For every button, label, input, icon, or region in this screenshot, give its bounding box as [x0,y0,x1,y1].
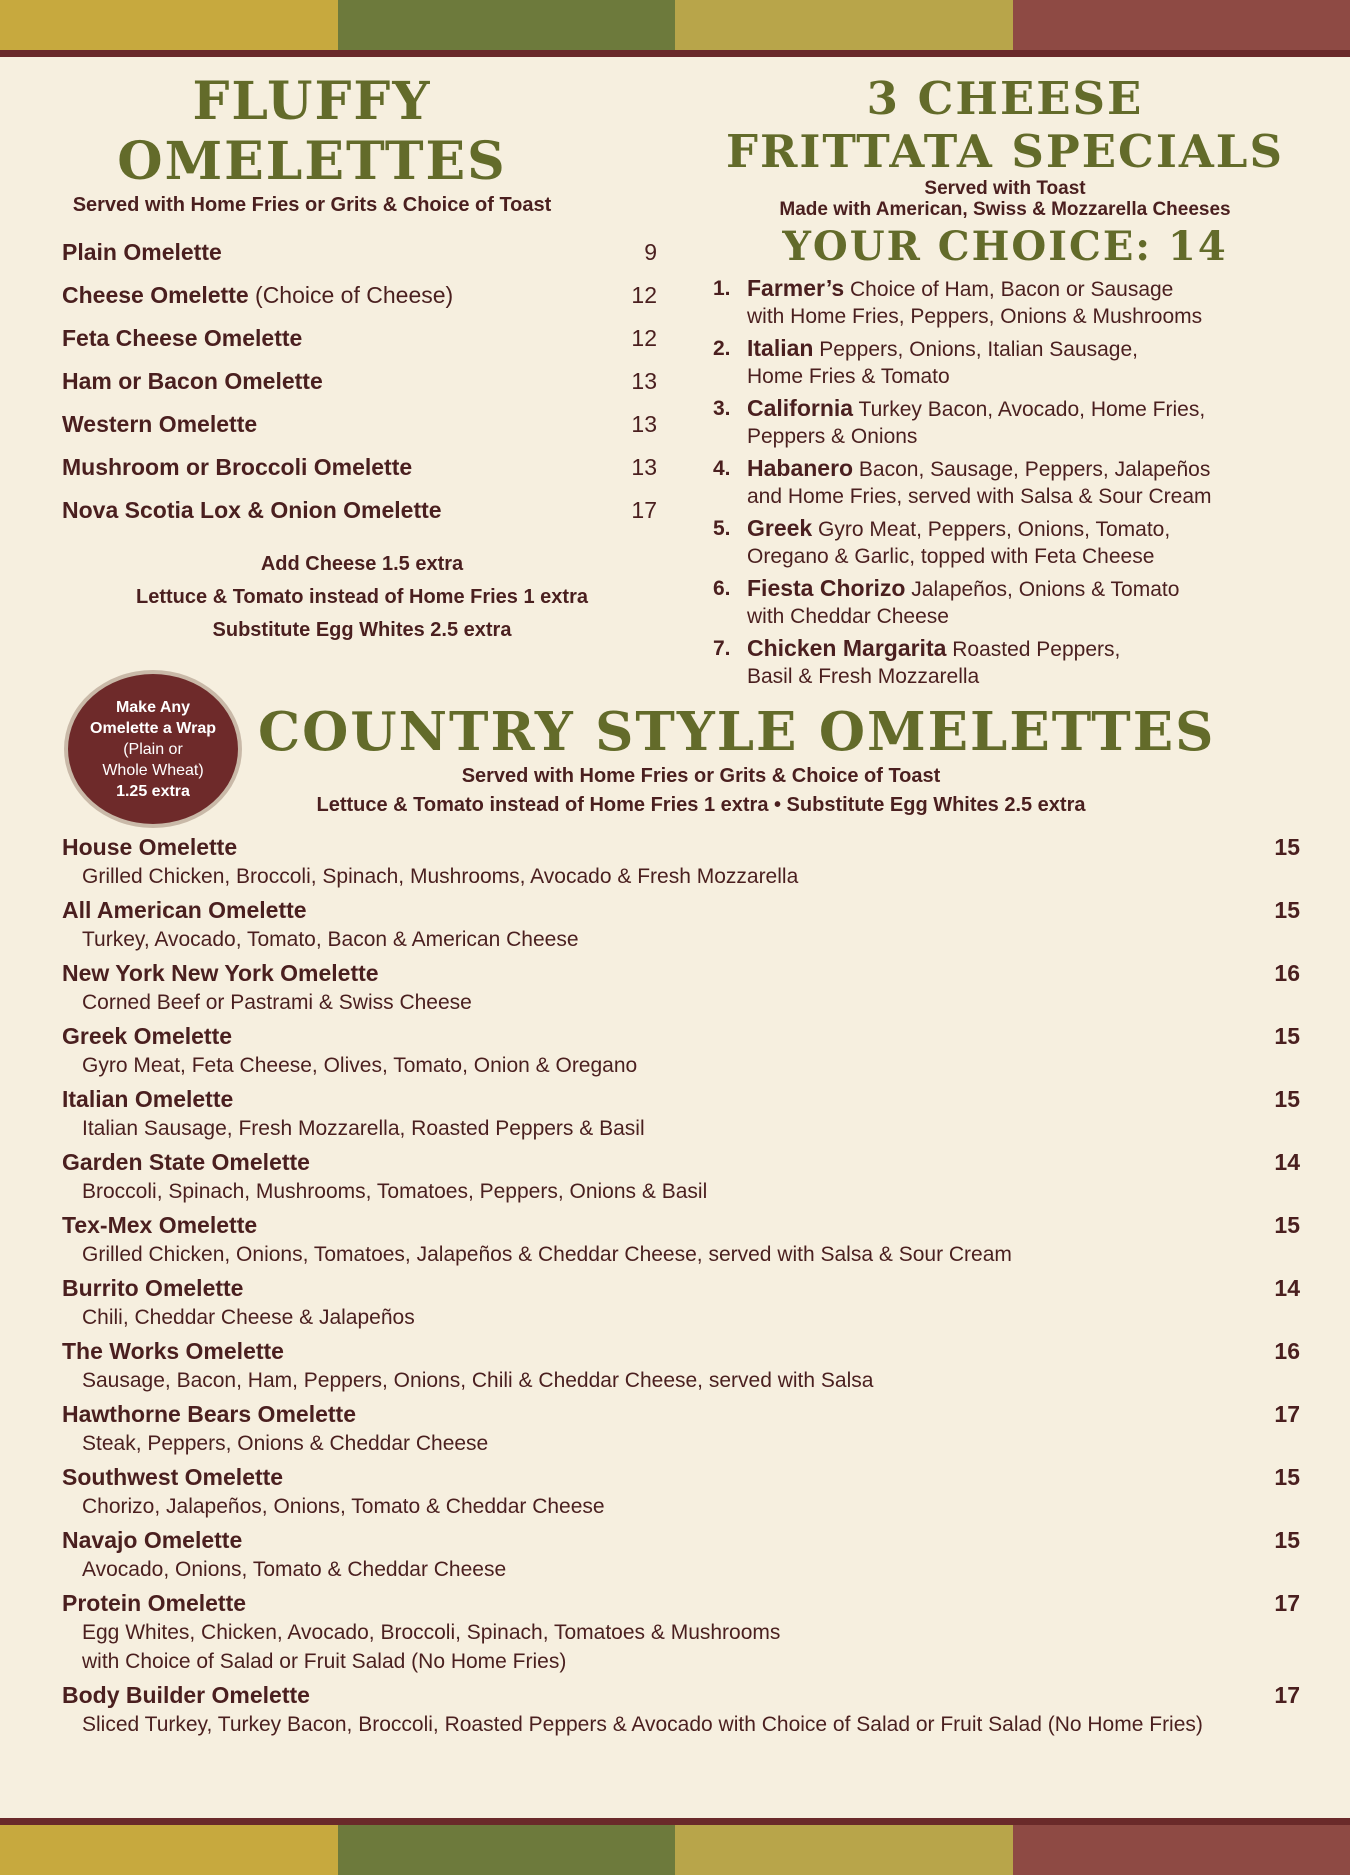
menu-item-header [62,958,1300,988]
menu-item-price: 13 [631,368,657,394]
band-segment [338,1825,676,1875]
menu-item-description: with Choice of Salad or Fruit Salad (No Home Fries) [82,1650,567,1673]
item-body [747,635,1305,690]
menu-item [62,1680,1300,1739]
item-name: Farmer’s [747,275,845,301]
item-desc-line2: Basil & Fresh Mozzarella [747,665,980,688]
menu-item-price: 16 [1274,1338,1300,1364]
item-name: Fiesta Chorizo [747,575,906,601]
item-name: Greek [747,515,813,541]
menu-item-name: Cheese Omelette [62,282,249,308]
item-line [747,275,1305,303]
menu-item-price: 9 [644,239,657,265]
menu-item [62,958,1300,1017]
menu-item-name: Hawthorne Bears Omelette [62,1401,356,1427]
item-number: 2. [713,337,731,360]
menu-item-name: House Omelette [62,834,238,860]
band-segment [1013,1825,1350,1875]
menu-item-header [62,1462,1300,1492]
menu-item-description: Gyro Meat, Feta Cheese, Olives, Tomato, Onion & Oregano [82,1054,638,1077]
frittata-item [705,395,1305,450]
menu-item-header [62,1084,1300,1114]
item-number: 5. [713,517,731,540]
badge-line: Whole Wheat) [102,761,204,779]
item-desc: Turkey Bacon, Avocado, Home Fries, [853,398,1206,421]
menu-item-name: Western Omelette [62,411,258,437]
item-name: Italian [747,335,814,361]
menu-item-price: 12 [631,282,657,308]
item-line [747,395,1305,423]
menu-item [62,446,657,489]
menu-item-description: Chorizo, Jalapeños, Onions, Tomato & Cheddar Cheese [82,1495,605,1518]
menu-item [62,1273,1300,1332]
menu-item-price: 15 [1274,1212,1300,1238]
extra-line: Lettuce & Tomato instead of Home Fries 1 extra [136,586,588,608]
menu-item-price: 17 [631,497,657,523]
menu-item-header [62,895,1300,925]
menu-item [62,1462,1300,1521]
frittata-item [705,275,1305,330]
item-desc: Bacon, Sausage, Peppers, Jalapeños [853,458,1211,481]
item-body [747,395,1305,450]
menu-item-description: Grilled Chicken, Broccoli, Spinach, Mushrooms, Avocado & Fresh Mozzarella [82,865,799,888]
menu-item-label [62,282,453,309]
menu-item-header [62,1588,1300,1618]
menu-item-price: 13 [631,411,657,437]
badge-line: Omelette a Wrap [90,719,216,737]
band-segment [1013,0,1350,50]
menu-item-description: Egg Whites, Chicken, Avocado, Broccoli, Spinach, Tomatoes & Mushrooms [82,1621,781,1644]
section-title [705,72,1305,178]
menu-item-price: 15 [1274,1464,1300,1490]
menu-item-price: 17 [1274,1682,1300,1708]
menu-item-name: Garden State Omelette [62,1149,310,1175]
subtitle-line: Served with Home Fries or Grits & Choice of Toast [461,765,941,787]
menu-item-price: 15 [1274,897,1300,923]
country-menu-list [62,832,1300,1739]
menu-item-price: 17 [1274,1401,1300,1427]
item-body [747,335,1305,390]
item-desc-line2: with Cheddar Cheese [747,605,949,628]
item-line [747,455,1305,483]
bottom-color-band [0,1825,1350,1875]
subtitle-line: Made with American, Swiss & Mozzarella Cheeses [779,199,1231,220]
menu-item [62,832,1300,891]
menu-item-name: Body Builder Omelette [62,1682,310,1708]
menu-item-description: Broccoli, Spinach, Mushrooms, Tomatoes, Peppers, Onions & Basil [82,1180,708,1203]
item-number: 1. [713,277,731,300]
item-desc-line2: Home Fries & Tomato [747,365,950,388]
item-desc-line2: with Home Fries, Peppers, Onions & Mushrooms [747,305,1203,328]
menu-item-price: 15 [1274,834,1300,860]
item-number: 7. [713,637,731,660]
menu-item-description: Steak, Peppers, Onions & Cheddar Cheese [82,1432,489,1455]
menu-item-name: Greek Omelette [62,1023,233,1049]
menu-item-name: New York New York Omelette [62,960,379,986]
menu-item [62,1084,1300,1143]
title-line: OMELETTES [117,131,507,192]
menu-item [62,360,657,403]
extra-line: Add Cheese 1.5 extra [260,553,464,575]
menu-item-header [62,1210,1300,1240]
band-segment [0,0,338,50]
menu-item-name: The Works Omelette [62,1338,284,1364]
menu-item-name: Burrito Omelette [62,1275,244,1301]
menu-item-label [62,368,323,395]
item-name: Chicken Margarita [747,635,947,661]
item-name: California [747,395,854,421]
menu-item-name: Tex-Mex Omelette [62,1212,258,1238]
menu-item-description: Turkey, Avocado, Tomato, Bacon & American Cheese [82,928,579,951]
item-name: Habanero [747,455,854,481]
menu-item-description: Grilled Chicken, Onions, Tomatoes, Jalapeños & Cheddar Cheese, served with Salsa & Sour Cream [82,1243,1012,1266]
item-desc: Choice of Ham, Bacon or Sausage [844,278,1174,301]
menu-item-header [62,1273,1300,1303]
menu-item [62,1525,1300,1584]
menu-item [62,1399,1300,1458]
menu-item-label [62,454,412,481]
item-desc-line2: Oregano & Garlic, topped with Feta Cheese [747,545,1155,568]
item-desc-line2: Peppers & Onions [747,425,918,448]
item-number: 4. [713,457,731,480]
menu-item [62,1147,1300,1206]
menu-item-description: Italian Sausage, Fresh Mozzarella, Roasted Peppers & Basil [82,1117,645,1140]
menu-item-price: 14 [1274,1149,1300,1175]
menu-item-name: Protein Omelette [62,1590,247,1616]
menu-item-label [62,497,442,524]
frittata-item [705,575,1305,630]
band-segment [675,0,1013,50]
item-line [747,635,1305,663]
menu-item-price: 12 [631,325,657,351]
item-desc: Gyro Meat, Peppers, Onions, Tomato, [812,518,1171,541]
menu-item-price: 15 [1274,1527,1300,1553]
frittata-item [705,335,1305,390]
menu-item-header [62,832,1300,862]
menu-item [62,274,657,317]
item-line [747,515,1305,543]
menu-item [62,1021,1300,1080]
badge-line: (Plain or [123,740,183,758]
fluffy-omelettes-section [62,72,662,647]
frittata-item [705,515,1305,570]
top-color-band [0,0,1350,50]
item-number: 3. [713,397,731,420]
band-segment [675,1825,1013,1875]
fluffy-menu-list [62,231,657,532]
menu-item [62,231,657,274]
menu-item [62,317,657,360]
item-line [747,335,1305,363]
country-style-omelettes-section [62,702,1300,1743]
bottom-divider [0,1818,1350,1825]
menu-item-header [62,1147,1300,1177]
item-desc-line2: and Home Fries, served with Salsa & Sour Cream [747,485,1212,508]
section-title: COUNTRY STYLE OMELETTES [258,701,1216,763]
item-desc: Jalapeños, Onions & Tomato [905,578,1180,601]
menu-item [62,1336,1300,1395]
frittata-item [705,635,1305,690]
top-divider [0,50,1350,57]
menu-item-price: 15 [1274,1023,1300,1049]
section-title [62,72,562,192]
menu-item-description: Chili, Cheddar Cheese & Jalapeños [82,1306,415,1329]
band-segment [338,0,676,50]
item-body [747,515,1305,570]
item-desc: Peppers, Onions, Italian Sausage, [813,338,1139,361]
menu-item-header [62,1525,1300,1555]
badge-line: Make Any [115,698,191,716]
title-line: 3 CHEESE [866,72,1144,125]
menu-item-name: Ham or Bacon Omelette [62,368,323,394]
menu-item [62,403,657,446]
extra-line: Substitute Egg Whites 2.5 extra [212,619,512,641]
menu-item-label [62,411,257,438]
menu-item-header [62,1336,1300,1366]
section-subtitle [705,178,1305,220]
subtitle-line: Lettuce & Tomato instead of Home Fries 1 extra • Substitute Egg Whites 2.5 extra [316,794,1086,816]
menu-item-name: Italian Omelette [62,1086,234,1112]
menu-item-price: 16 [1274,960,1300,986]
menu-item-label [62,239,222,266]
fluffy-extras [62,548,662,647]
frittata-item [705,455,1305,510]
menu-item-name: Feta Cheese Omelette [62,325,303,351]
item-line [747,575,1305,603]
band-segment [0,1825,338,1875]
menu-item-header [62,1399,1300,1429]
frittata-specials-section [705,72,1305,695]
menu-item-header [62,1680,1300,1710]
title-line: FRITTATA SPECIALS [726,125,1284,178]
badge-line: 1.25 extra [116,782,190,800]
menu-item-name: Plain Omelette [62,239,222,265]
menu-item [62,489,657,532]
menu-item-description: Sliced Turkey, Turkey Bacon, Broccoli, Roasted Peppers & Avocado with Choice of Salad or Fruit Salad (No Home Fries) [82,1713,1203,1736]
menu-item-price: 15 [1274,1086,1300,1112]
section-subtitle: Served with Home Fries or Grits & Choice of Toast [72,194,552,216]
item-desc: Roasted Peppers, [946,638,1121,661]
menu-item-price: 17 [1274,1590,1300,1616]
menu-item [62,1588,1300,1676]
price-callout: YOUR CHOICE: 14 [782,223,1228,270]
item-body [747,455,1305,510]
menu-item-price: 13 [631,454,657,480]
menu-item-description: Avocado, Onions, Tomato & Cheddar Cheese [82,1558,507,1581]
item-body [747,275,1305,330]
section-subtitle [102,762,1300,820]
menu-item-name: Southwest Omelette [62,1464,284,1490]
item-body [747,575,1305,630]
subtitle-line: Served with Toast [924,178,1086,199]
menu-item [62,895,1300,954]
item-number: 6. [713,577,731,600]
menu-item-header [62,1021,1300,1051]
menu-item [62,1210,1300,1269]
frittata-list [705,275,1305,690]
title-line: FLUFFY [192,71,432,132]
menu-item-price: 14 [1274,1275,1300,1301]
menu-item-note: (Choice of Cheese) [248,282,454,308]
menu-item-description: Sausage, Bacon, Ham, Peppers, Onions, Chili & Cheddar Cheese, served with Salsa [82,1369,874,1392]
menu-item-name: Navajo Omelette [62,1527,243,1553]
menu-item-name: All American Omelette [62,897,307,923]
menu-item-name: Nova Scotia Lox & Onion Omelette [62,497,442,523]
menu-item-description: Corned Beef or Pastrami & Swiss Cheese [82,991,472,1014]
menu-item-label [62,325,302,352]
menu-item-name: Mushroom or Broccoli Omelette [62,454,413,480]
